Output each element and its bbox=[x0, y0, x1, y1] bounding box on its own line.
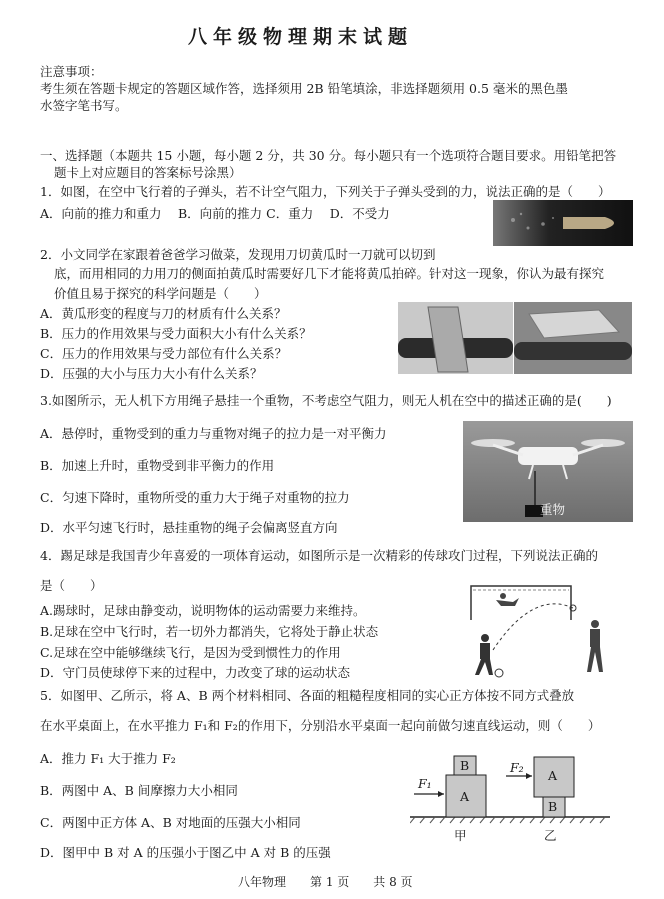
question-4-stem: 4．踢足球是我国青少年喜爱的一项体育运动，如图所示是一次精彩的传球攻门过程，下列说法正确的 bbox=[40, 548, 598, 563]
question-2-option-a: A．黄瓜形变的程度与刀的材质有什么关系？ bbox=[40, 306, 287, 321]
question-4-option-d: D．守门员使球停下来的过程中，力改变了球的运动状态 bbox=[40, 665, 351, 680]
bullet-image bbox=[493, 200, 633, 246]
question-3-option-d: D．水平匀速飞行时，悬挂重物的绳子会偏离竖直方向 bbox=[40, 520, 338, 535]
question-1-stem: 1．如图，在空中飞行着的子弹头，若不计空气阻力，下列关于子弹头受到的力，说法正确的是（ ） bbox=[40, 184, 611, 199]
question-3-option-b: B．加速上升时，重物受到非平衡力的作用 bbox=[40, 458, 275, 473]
question-2-option-b: B．压力的作用效果与受力面积大小有什么关系？ bbox=[40, 326, 312, 341]
diagram-label-f1: F₁ bbox=[418, 776, 432, 791]
notice-line: 水签字笔书写。 bbox=[40, 98, 128, 113]
diagram-label-yi: 乙 bbox=[544, 828, 557, 843]
question-1-options: A．向前的推力和重力 B．向前的推力 C．重力 D．不受力 bbox=[40, 206, 390, 221]
drone-image-label: 重物 bbox=[540, 502, 566, 517]
question-5-option-c: C．两图中正方体 A、B 对地面的压强大小相同 bbox=[40, 815, 301, 830]
question-2-option-d: D．压强的大小与压力大小有什么关系？ bbox=[40, 366, 263, 381]
question-2-option-c: C．压力的作用效果与受力部位有什么关系？ bbox=[40, 346, 288, 361]
page-title: 八年级物理期末试题 bbox=[188, 26, 414, 48]
question-5-option-a: A．推力 F₁ 大于推力 F₂ bbox=[40, 751, 176, 766]
cucumber-smash-image bbox=[514, 302, 632, 374]
question-5-stem: 5．如图甲、乙所示，将 A、B 两个材料相同、各面的粗糙程度相同的实心正方体按不同方式叠放 bbox=[40, 688, 575, 703]
page-footer: 八年物理 第 1 页 共 8 页 bbox=[238, 875, 413, 889]
diagram-label-b-jia: B bbox=[460, 758, 470, 773]
diagram-label-b-yi: B bbox=[548, 799, 558, 814]
notice-heading: 注意事项： bbox=[40, 64, 103, 79]
question-3-stem: 3.如图所示，无人机下方用绳子悬挂一个重物，不考虑空气阻力，则无人机在空中的描述正确的是( ) bbox=[40, 393, 612, 408]
question-4-option-a: A.踢球时，足球由静变动，说明物体的运动需要力来维持。 bbox=[40, 603, 366, 618]
diagram-label-f2: F₂ bbox=[510, 760, 524, 775]
notice-line: 考生须在答题卡规定的答题区域作答，选择须用 2B 铅笔填涂，非选择题须用 0.5 毫米的黑色墨 bbox=[40, 81, 568, 96]
football-image bbox=[463, 580, 633, 685]
question-4-option-b: B.足球在空中飞行时，若一切外力都消失，它将处于静止状态 bbox=[40, 624, 379, 639]
question-5-option-b: B．两图中 A、B 间摩擦力大小相同 bbox=[40, 783, 238, 798]
question-4-stem: 是（ ） bbox=[40, 578, 103, 593]
diagram-label-a-yi: A bbox=[548, 768, 558, 783]
diagram-label-jia: 甲 bbox=[454, 828, 467, 843]
question-3-option-c: C．匀速下降时，重物所受的重力大于绳子对重物的拉力 bbox=[40, 490, 350, 505]
question-4-option-c: C.足球在空中能够继续飞行，是因为受到惯性力的作用 bbox=[40, 645, 341, 660]
question-3-option-a: A．悬停时，重物受到的重力与重物对绳子的拉力是一对平衡力 bbox=[40, 426, 387, 441]
cucumber-cut-image bbox=[398, 302, 513, 374]
question-2-stem: 2．小文同学在家跟着爸爸学习做菜，发现用刀切黄瓜时一刀就可以切到 bbox=[40, 247, 436, 262]
section-heading: 一、选择题（本题共 15 小题，每小题 2 分，共 30 分。每小题只有一个选项符合题目要求。用铅笔把答 bbox=[40, 148, 617, 163]
question-2-stem: 价值且易于探究的科学问题是（ ） bbox=[54, 286, 267, 301]
question-5-option-d: D．图甲中 B 对 A 的压强小于图乙中 A 对 B 的压强 bbox=[40, 845, 331, 860]
diagram-label-a-jia: A bbox=[460, 789, 470, 804]
question-2-stem: 底，而用相同的力用刀的侧面拍黄瓜时需要好几下才能将黄瓜拍碎。针对这一现象，你认为最有探究 bbox=[54, 266, 605, 281]
question-5-stem: 在水平桌面上，在水平推力 F₁和 F₂的作用下，分别沿水平桌面一起向前做匀速直线运动，则（ ） bbox=[40, 718, 601, 733]
section-heading: 题卡上对应题目的答案标号涂黑） bbox=[54, 165, 242, 180]
